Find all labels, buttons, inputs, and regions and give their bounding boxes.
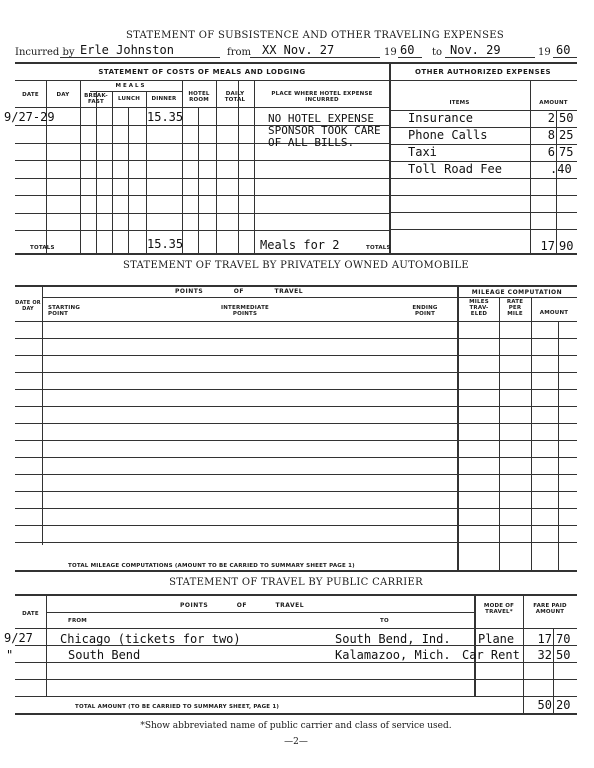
- breakfast-header: BREAK-FAST: [84, 93, 108, 105]
- ending-point-header: ENDING POINT: [412, 305, 438, 317]
- miles-traveled-header: MILES TRAV-ELED: [469, 299, 489, 317]
- total-dinner: 15.35: [147, 237, 184, 251]
- from-label: from: [227, 47, 251, 58]
- incurred-by-label: Incurred by: [15, 47, 75, 58]
- meals-group-header: MEALS: [115, 83, 147, 89]
- hotel-note-line-3: OF ALL BILLS.: [268, 136, 355, 149]
- expense-dollars: 8: [547, 128, 555, 142]
- rate-per-mile-header: RATE PER MILE: [506, 299, 524, 317]
- carrier-row-from: Chicago (tickets for two): [60, 632, 241, 646]
- expense-cents: 75: [559, 145, 574, 159]
- carrier-total-cents: 20: [556, 698, 571, 712]
- page-number: —2—: [284, 737, 308, 747]
- carrier-points-header: POINTS OF TRAVEL: [180, 602, 305, 609]
- expense-item: Taxi: [408, 145, 437, 159]
- carrier-row-mode: Car Rent: [462, 648, 520, 662]
- items-header: ITEMS: [449, 100, 470, 106]
- hotel-note-line-2: SPONSOR TOOK CARE: [268, 124, 381, 137]
- other-expenses-title: OTHER AUTHORIZED EXPENSES: [414, 68, 552, 76]
- expense-cents: 50: [559, 111, 574, 125]
- meal-row-dinner: 15.35: [147, 110, 184, 124]
- day-header: DAY: [56, 92, 70, 98]
- expense-cents: .40: [550, 162, 572, 176]
- from-date-value: XX Nov. 27: [262, 43, 335, 57]
- other-totals-label: TOTALS: [366, 245, 391, 251]
- amount-header: AMOUNT: [539, 100, 568, 106]
- lunch-header: LUNCH: [117, 96, 141, 102]
- mileage-total-label: TOTAL MILEAGE COMPUTATIONS (AMOUNT TO BE CARRIED TO SUMMARY SHEET PAGE 1): [68, 563, 355, 569]
- expense-dollars: 6: [547, 145, 555, 159]
- carrier-date-header: DATE: [22, 611, 39, 617]
- carrier-row-dollars: 32: [537, 648, 552, 662]
- meals-for-note: Meals for 2: [260, 238, 340, 252]
- carrier-total-label: TOTAL AMOUNT (TO BE CARRIED TO SUMMARY SHEET, PAGE 1): [75, 704, 280, 710]
- year-suffix-1: 60: [400, 43, 415, 57]
- carrier-total-dollars: 50: [537, 698, 552, 712]
- date-header: DATE: [22, 92, 39, 98]
- expense-dollars: 2: [547, 111, 555, 125]
- carrier-row-mode: Plane: [478, 632, 515, 646]
- place-header: PLACE WHERE HOTEL EXPENSE INCURRED: [271, 91, 373, 103]
- meals-section-title: STATEMENT OF COSTS OF MEALS AND LODGING: [98, 68, 306, 76]
- to-label: to: [432, 47, 443, 58]
- auto-amount-header: AMOUNT: [539, 310, 569, 316]
- carrier-to-header: TO: [380, 618, 389, 624]
- page-title: STATEMENT OF SUBSISTENCE AND OTHER TRAVELING EXPENSES: [125, 30, 504, 41]
- mileage-header: MILEAGE COMPUTATION: [471, 289, 563, 296]
- carrier-row-date: ": [6, 648, 14, 662]
- expense-item: Phone Calls: [408, 128, 488, 142]
- carrier-row-to: South Bend, Ind.: [335, 632, 451, 646]
- carrier-row-dollars: 17: [537, 632, 552, 646]
- starting-point-header: STARTING POINT: [48, 305, 81, 317]
- carrier-row-cents: 50: [556, 648, 571, 662]
- auto-section-title: STATEMENT OF TRAVEL BY PRIVATELY OWNED AUTOMOBILE: [122, 260, 470, 271]
- incurred-by-value: Erle Johnston: [80, 43, 174, 57]
- carrier-row-cents: 70: [556, 632, 571, 646]
- auto-points-header: POINTS OF TRAVEL: [175, 288, 304, 295]
- to-date-value: Nov. 29: [450, 43, 501, 57]
- carrier-row-date: 9/27: [4, 631, 33, 645]
- mode-of-travel-header: MODE OF TRAVEL*: [483, 603, 515, 615]
- footnote: *Show abbreviated name of public carrier and class of service used.: [140, 721, 452, 731]
- hotel-note-line-1: NO HOTEL EXPENSE: [268, 112, 374, 125]
- carrier-section-title: STATEMENT OF TRAVEL BY PUBLIC CARRIER: [169, 577, 423, 588]
- other-total-cents: 90: [559, 239, 574, 253]
- carrier-row-to: Kalamazoo, Mich.: [335, 648, 451, 662]
- year-suffix-2: 60: [556, 43, 571, 57]
- intermediate-points-header: INTERMEDIATE POINTS: [221, 305, 269, 317]
- dinner-header: DINNER: [151, 96, 177, 102]
- year-prefix-1: 19: [384, 47, 397, 58]
- auto-date-header: DATE OR DAY: [15, 300, 41, 312]
- other-total-dollars: 17: [540, 239, 555, 253]
- hotel-room-header: HOTEL ROOM: [188, 91, 210, 103]
- carrier-from-header: FROM: [68, 618, 87, 624]
- fare-paid-header: FARE PAID AMOUNT: [533, 603, 567, 615]
- meal-row-date: 9/27-29: [4, 110, 55, 124]
- carrier-row-from: South Bend: [68, 648, 141, 662]
- expense-cents: 25: [559, 128, 574, 142]
- daily-total-header: DAILY TOTAL: [224, 91, 246, 103]
- meals-totals-label: TOTALS: [30, 245, 55, 251]
- year-prefix-2: 19: [538, 47, 551, 58]
- expense-item: Insurance: [408, 111, 474, 125]
- expense-item: Toll Road Fee: [408, 162, 502, 176]
